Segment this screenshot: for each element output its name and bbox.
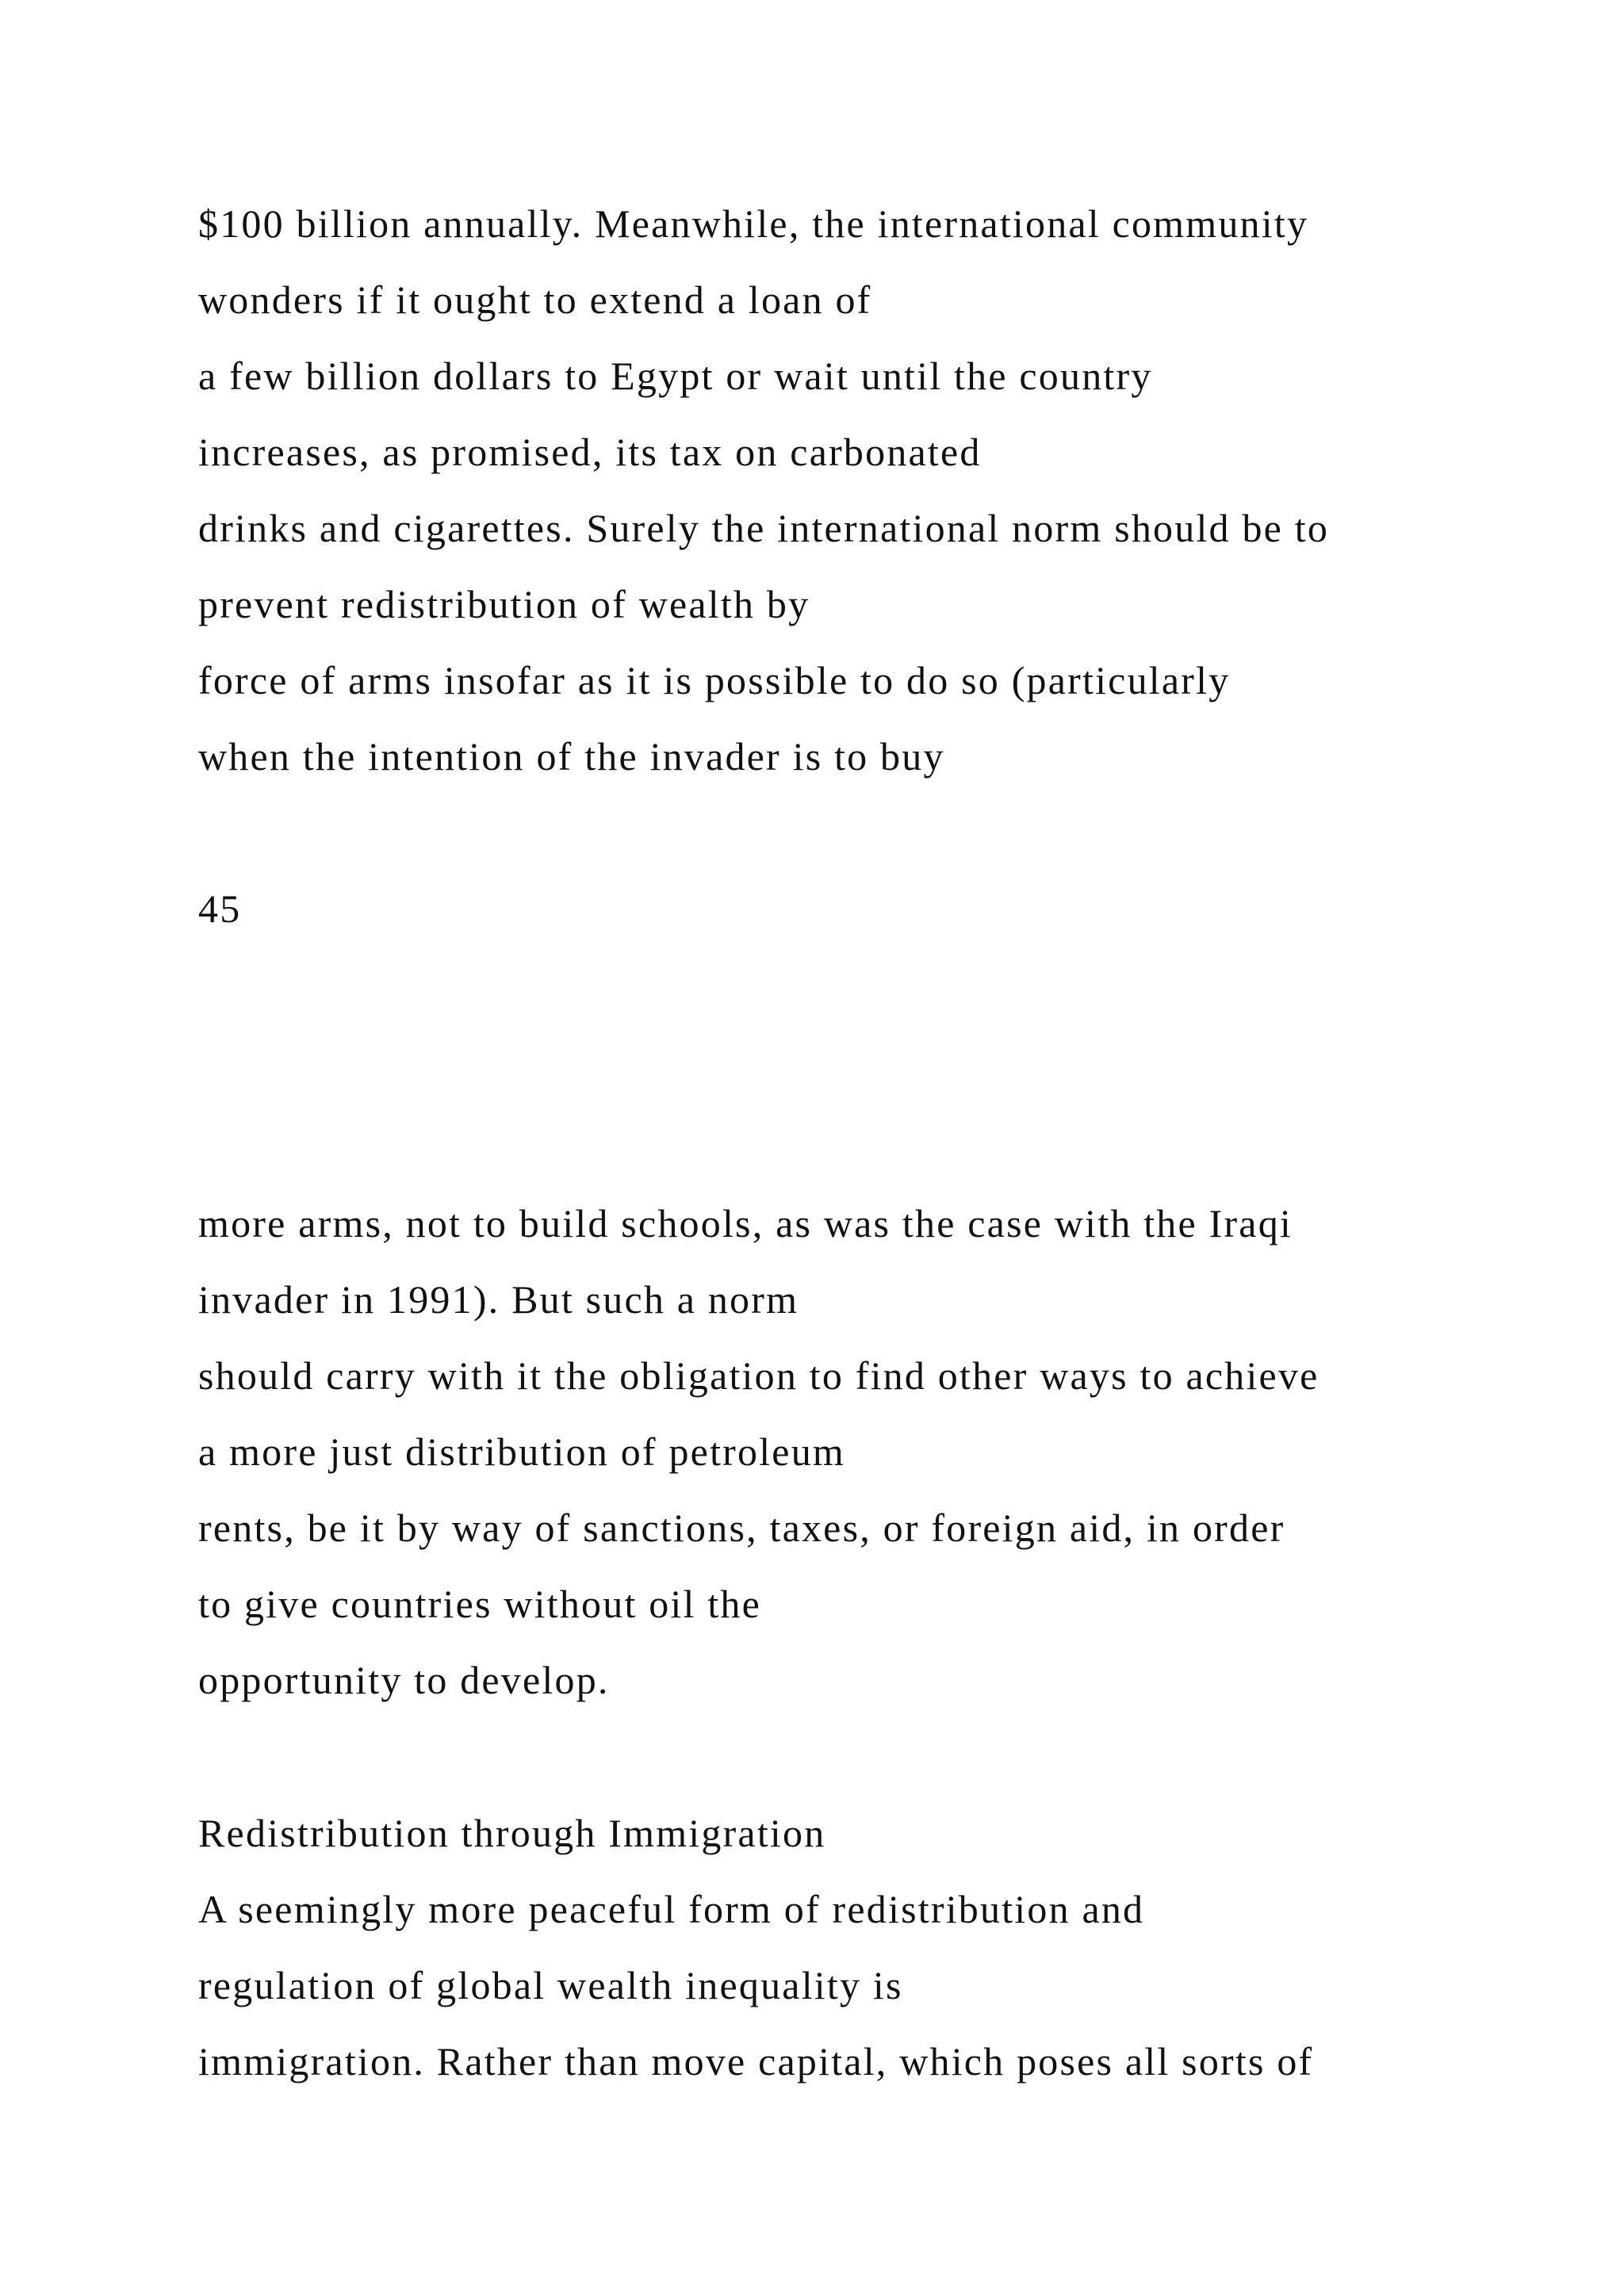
text-line: regulation of global wealth inequality is [198, 1963, 903, 2007]
text-line: drinks and cigarettes. Surely the international norm should be to [198, 506, 1330, 550]
text-line: rents, be it by way of sanctions, taxes, or foreign aid, in order [198, 1506, 1285, 1550]
text-line: a few billion dollars to Egypt or wait until the country [198, 354, 1153, 398]
text-line: A seemingly more peaceful form of redistribution and [198, 1887, 1145, 1931]
text-line: $100 billion annually. Meanwhile, the international community [198, 201, 1309, 246]
text-line: should carry with it the obligation to find other ways to achieve [198, 1353, 1320, 1398]
text-line: more arms, not to build schools, as was the case with the Iraqi [198, 1201, 1293, 1246]
text-line: invader in 1991). But such a norm [198, 1277, 799, 1322]
text-line: to give countries without oil the [198, 1582, 762, 1626]
text-line: increases, as promised, its tax on carbonated [198, 430, 982, 474]
text-line: prevent redistribution of wealth by [198, 582, 810, 626]
section-heading: Redistribution through Immigration [198, 1811, 826, 1855]
text-line: a more just distribution of petroleum [198, 1429, 845, 1474]
text-line: wonders if it ought to extend a loan of [198, 277, 872, 322]
text-line: when the intention of the invader is to buy [198, 734, 945, 779]
text-line: opportunity to develop. [198, 1658, 610, 1702]
text-line: immigration. Rather than move capital, which poses all sorts of [198, 2039, 1314, 2084]
page-number: 45 [198, 886, 242, 931]
text-line: force of arms insofar as it is possible to do so (particularly [198, 658, 1231, 702]
